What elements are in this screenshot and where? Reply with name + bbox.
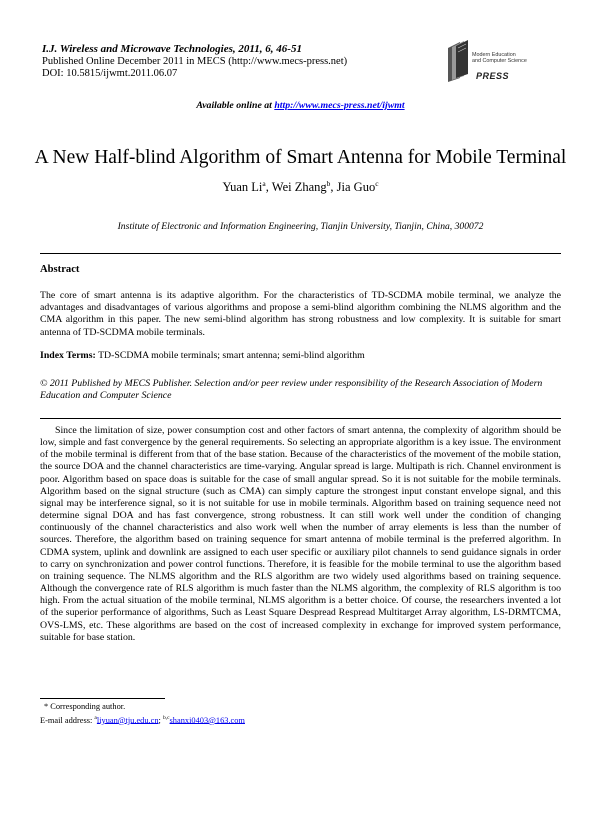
copyright-notice: © 2011 Published by MECS Publisher. Selection and/or peer review under responsibility of the Research Association of Modern Education and Computer Science xyxy=(40,378,543,402)
journal-header xyxy=(42,43,347,80)
bottom-divider xyxy=(40,418,561,419)
logo-line-1: Modern Education xyxy=(472,52,516,58)
footnote-divider xyxy=(40,698,165,699)
author-name: Jia Guo xyxy=(336,180,376,195)
journal-link[interactable]: http://www.mecs-press.net/ijwmt xyxy=(274,100,405,111)
email-affil-mark: b,c xyxy=(162,714,170,721)
author-name: Wei Zhang xyxy=(271,180,327,195)
author-separator: , xyxy=(330,180,337,195)
author-name: Yuan Li xyxy=(222,180,263,195)
logo-line-2: and Computer Science xyxy=(472,57,527,64)
author-list xyxy=(0,179,601,195)
doi-line: DOI: 10.5815/ijwmt.2011.06.07 xyxy=(42,68,178,79)
email-separator: ; xyxy=(158,715,163,725)
logo-text xyxy=(472,53,527,64)
footnote xyxy=(40,702,245,726)
author-affil-mark: c xyxy=(375,179,379,188)
author-affil-mark: a xyxy=(262,179,266,188)
email-link[interactable]: liyuan@tju.edu.cn xyxy=(96,715,159,725)
email-label: E-mail address: xyxy=(40,715,95,725)
email-line xyxy=(40,713,245,726)
affiliation: Institute of Electronic and Information Engineering, Tianjin University, Tianjin, China, 300072 xyxy=(117,221,484,232)
paper-title: A New Half-blind Algorithm of Smart Antenna for Mobile Terminal xyxy=(34,147,567,168)
journal-title: I.J. Wireless and Microwave Technologies xyxy=(42,43,233,55)
email-affil-mark: a xyxy=(94,714,97,721)
corresponding-author-note: * Corresponding author. xyxy=(44,702,126,711)
index-terms-label: Index Terms: xyxy=(40,350,96,361)
publisher-logo xyxy=(446,40,556,84)
top-divider xyxy=(40,253,561,254)
abstract-heading: Abstract xyxy=(40,264,80,275)
body-paragraph: Since the limitation of size, power consumption cost and other factors of smart antenna, the complexity of algorithm should be low, simple and fast convergence by the general requirements. So selecting an appropriate algorithm is a key issue. The environment of the mobile terminal is different from that of the base station. Because of the characteristics of the movement of the mobile station, the source DOA and the channel characteristics are time-varying. Angular spread is large. Multipath is rich. Channel environment is poor. Algorithm based on space doas is suitable for the case of small angular spread. So it is not suitable for the mobile terminals. Algorithm based on the signal structure (such as CMA) can simply capture the strongest input constant envelope signal, and this signal may be interference signal, so it is not suitable for use in mobile terminals. Algorithm based on training sequence need not determine signal DOA and has fast convergence, strong robustness. It can still work well under the condition of changing continuously of the channel characteristics and also work well when the number of array elements is less than the number of sources. Therefore, the algorithm based on training sequence for smart antenna of mobile terminal is the preferred algorithm. In CDMA system, uplink and downlink are assigned to each user specific or auxiliary pilot channels to send guidance signals in order to carry on synchronization and power control functions. Therefore, it is feasible for the mobile terminal to use the algorithm based on training sequence. The NLMS algorithm and the RLS algorithm are two widely used algorithms based on training sequence. Although the convergence rate of RLS algorithm is much faster than the NLMS algorithm, the complexity of RLS algorithm is too high. From the actual situation of the mobile terminal, NLMS algorithm is a better choice. Of course, the researchers invented a lot of the superior performance of algorithms, Such as Least Square Despread Respread Multitarget Array algorithm, LS-DRMTCMA, OVS-LMS, etc. These algorithms are based on the cost of increased complexity in exchange for improved system performance, suitable for base station. xyxy=(40,425,561,643)
author-separator: , xyxy=(265,180,272,195)
index-terms-value: TD-SCDMA mobile terminals; smart antenna; semi-blind algorithm xyxy=(95,350,365,361)
available-online xyxy=(0,100,601,111)
email-link[interactable]: shanxi0403@163.com xyxy=(169,715,245,725)
published-line: Published Online December 2011 in MECS (http://www.mecs-press.net) xyxy=(42,56,348,67)
author-affil-mark: b xyxy=(326,179,331,188)
abstract-text: The core of smart antenna is its adaptive algorithm. For the characteristics of TD-SCDMA mobile terminal, we analyze the advantages and disadvantages of various algorithms and propose a semi-blind algorithm combining the NLMS algorithm and the CMA algorithm in this paper. The new semi-blind algorithm has strong robustness and low complexity. It is suitable for smart antenna of TD-SCDMA mobile terminals. xyxy=(40,290,561,338)
available-prefix: Available online at xyxy=(196,100,275,111)
index-terms xyxy=(40,350,561,362)
journal-citation xyxy=(42,43,347,56)
book-logo-icon xyxy=(446,40,474,84)
logo-press: PRESS xyxy=(476,71,510,81)
journal-volume-info: , 2011, 6, 46-51 xyxy=(232,43,302,55)
